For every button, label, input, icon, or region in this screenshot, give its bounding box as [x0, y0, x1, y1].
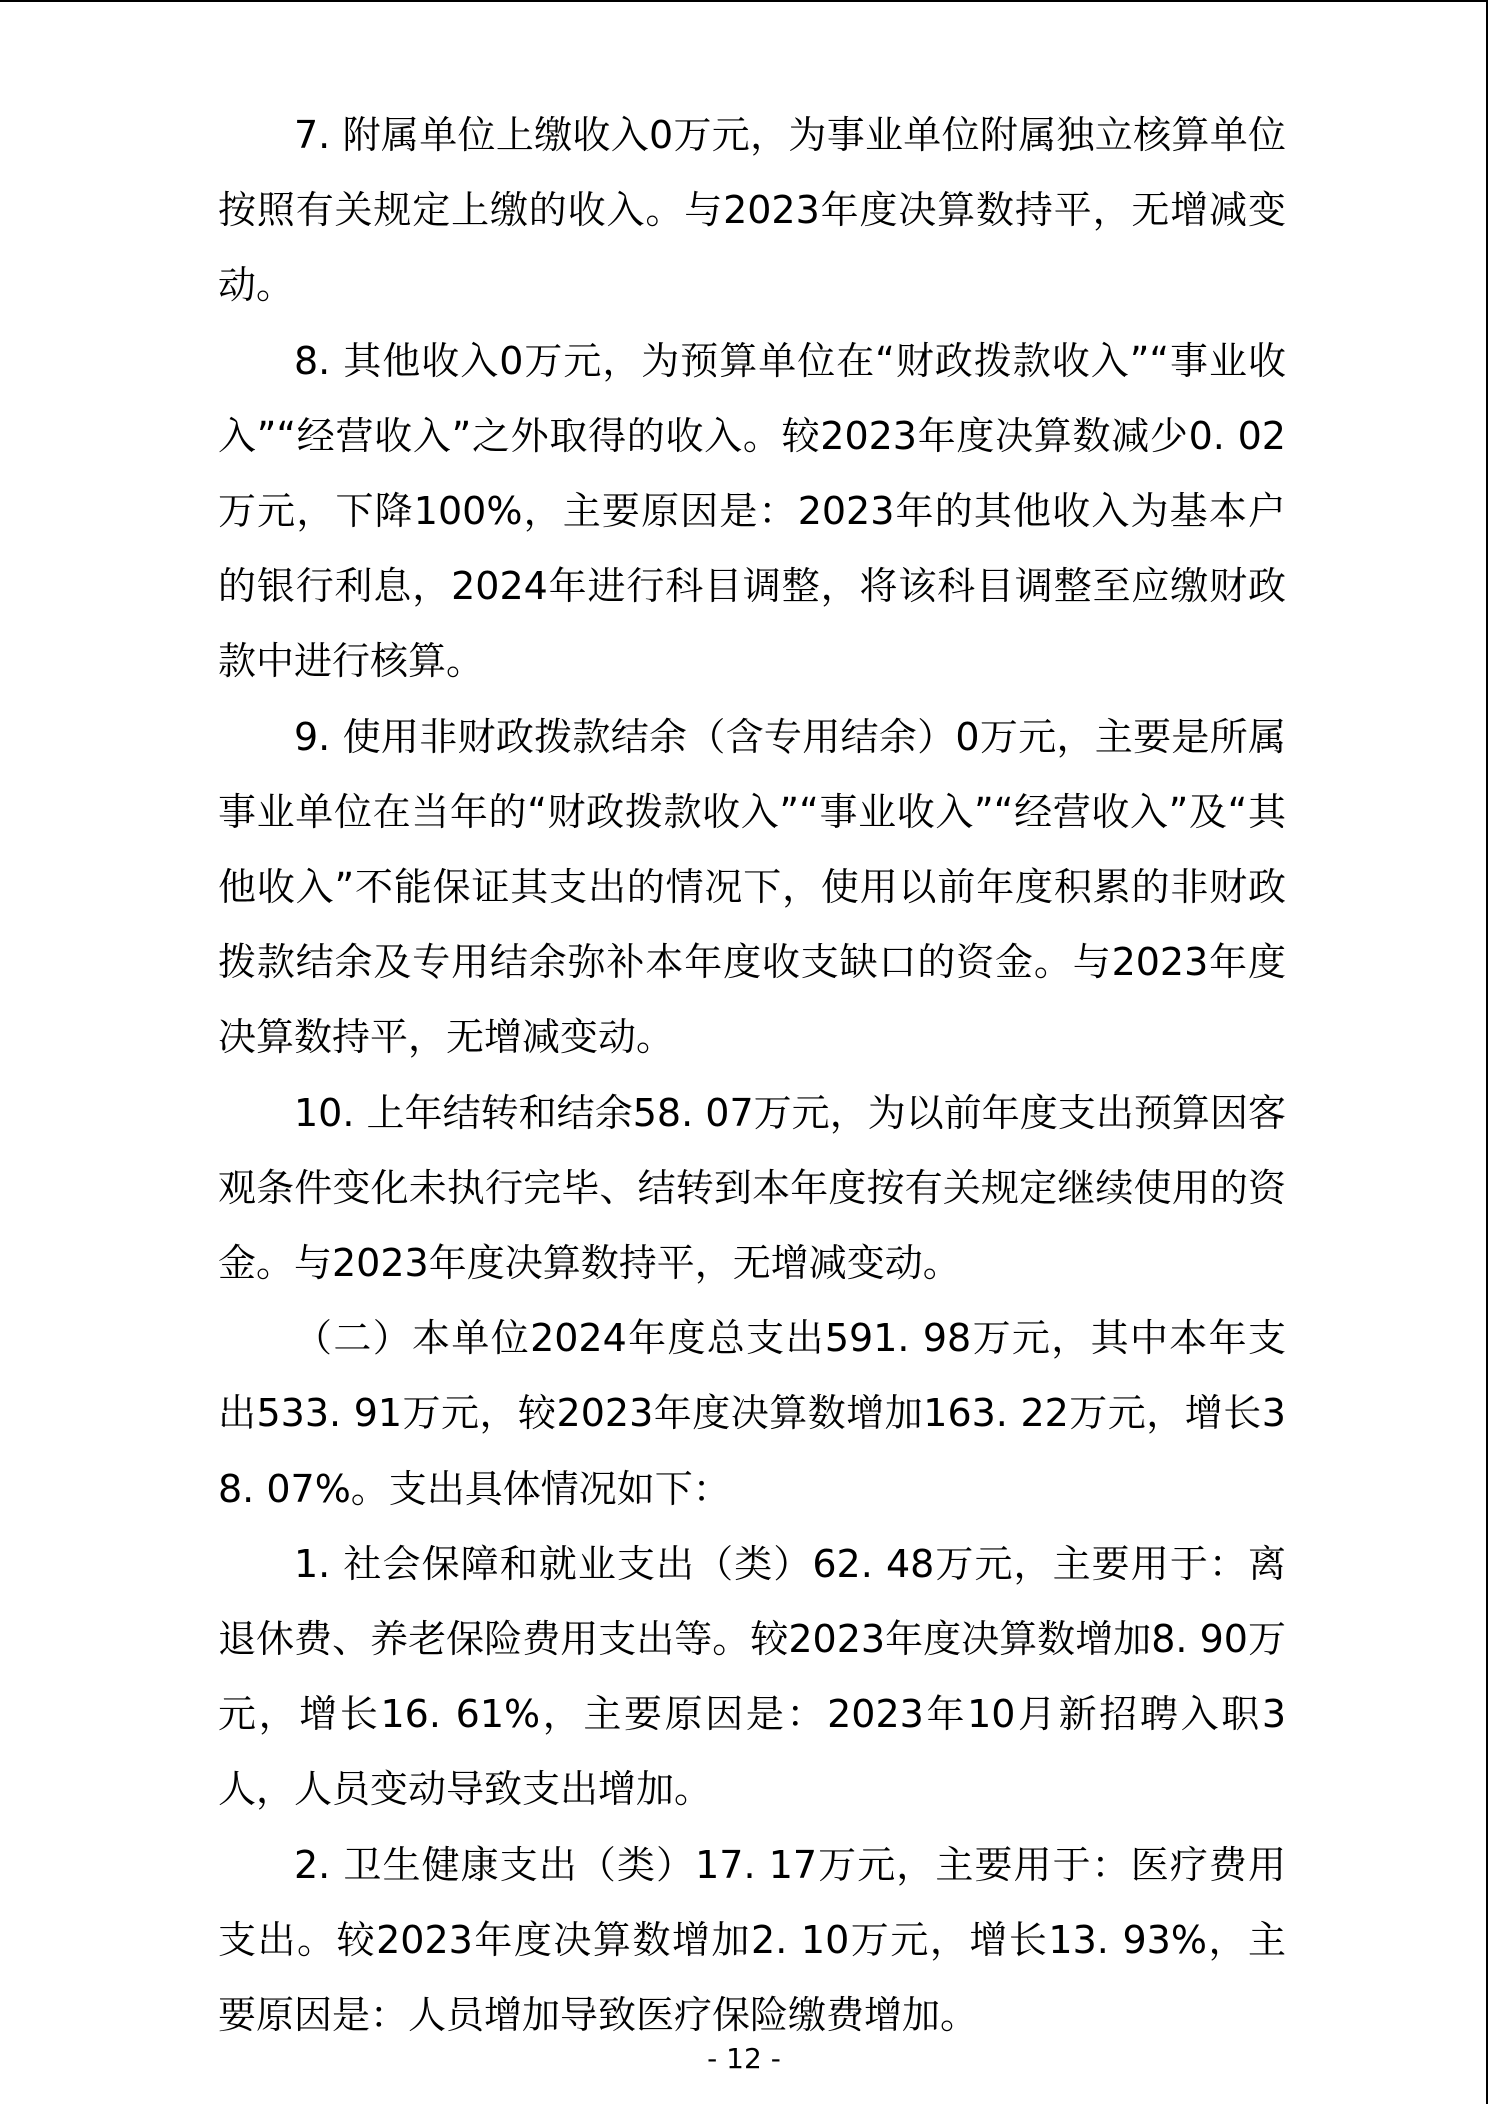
paragraph-item-2-health: 2. 卫生健康支出（类）17. 17万元，主要用于：医疗费用支出。较2023年度决算数增加2. 10万元，增长13. 93%，主要原因是：人员增加导致医疗保险缴费增加。: [218, 1842, 1286, 2038]
paragraph-item-1-social-security: 1. 社会保障和就业支出（类）62. 48万元，主要用于：离退休费、养老保险费用支出等。较2023年度决算数增加8. 90万元，增长16. 61%，主要原因是：2023年10月新招聘入职3人，人员变动导致支出增加。: [218, 1541, 1286, 1812]
paragraph-item-8-other-income: 8. 其他收入0万元，为预算单位在“财政拨款收入”“事业收入”“经营收入”之外取得的收入。较2023年度决算数减少0. 02万元，下降100%，主要原因是：2023年的其他收入为基本户的银行利息，2024年进行科目调整，将该科目调整至应缴财政款中进行核算。: [218, 338, 1286, 684]
paragraph-item-7-affiliated-income: 7. 附属单位上缴收入0万元，为事业单位附属独立核算单位按照有关规定上缴的收入。与2023年度决算数持平，无增减变动。: [218, 113, 1286, 308]
document-body: [218, 98, 1286, 2053]
paragraph-section-2-total-expenditure: （二）本单位2024年度总支出591. 98万元，其中本年支出533. 91万元，较2023年度决算数增加163. 22万元，增长38. 07%。支出具体情况如下：: [218, 1316, 1286, 1511]
paragraph-item-9-non-fiscal-balance: 9. 使用非财政拨款结余（含专用结余）0万元，主要是所属事业单位在当年的“财政拨款收入”“事业收入”“经营收入”及“其他收入”不能保证其支出的情况下，使用以前年度积累的非财政拨款结余及专用结余弥补本年度收支缺口的资金。与2023年度决算数持平，无增减变动。: [218, 714, 1286, 1060]
top-border-line: [0, 0, 1488, 2]
paragraph-item-10-carryover-balance: 10. 上年结转和结余58. 07万元，为以前年度支出预算因客观条件变化未执行完毕、结转到本年度按有关规定继续使用的资金。与2023年度决算数持平，无增减变动。: [218, 1090, 1286, 1286]
page-number: - 12 -: [707, 2042, 781, 2075]
